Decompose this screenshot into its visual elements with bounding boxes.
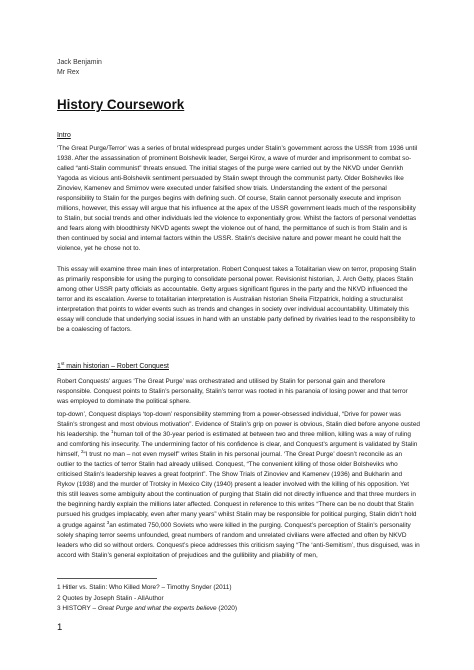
footnote-3 <box>57 604 237 615</box>
footnote-ref-1: 1 <box>111 429 114 435</box>
section-1-heading-ordinal: st <box>60 361 65 366</box>
footnote-3-number: 3 <box>57 605 61 612</box>
footnote-3-text-a: HISTORY – <box>62 605 98 612</box>
document-title: History Coursework <box>57 97 185 112</box>
section-1-heading-number: 1 <box>57 363 61 370</box>
footnote-2 <box>57 594 237 605</box>
section-1-paragraph-2-part-c: “I trust no man – not even myself” writes Stalin in his personal journal. ‘The Great Purge’ doesn’t reconcile as an outlier to the tactics of terror Stalin had already utilised. Conquest, “The convenient killing of those older Bolsheviks who criticised Stalin’s leadership leaves a great footprint”. The Show Trials of Zinoviev and Kamenev (1936) and Bukharin and Rykov (1938) and the murder of Trotsky in Mexico City (1940) present a leader involved with the killing of his opposition. Yet this still leaves some ambiguity about the continuation of purging that Stalin did not directly influence and that three murders in the beginning hardly explain the millions later affected. Conquest in reference to this writes “There can be no doubt that Stalin pursued his grudges implacably, even after many years” whilst Stalin may be responsible for political purging, Stalin didn’t hold a grudge against <box>57 451 417 529</box>
author-name: Jack Benjamin <box>57 59 102 66</box>
intro-paragraph-1: ‘The Great Purge/Terror’ was a series of brutal widespread purges under Stalin’s government across the USSR from 1936 until 1938. After the assassination of prominent Bolshevik leader, Sergei Kirov, a wave of murder and imprisonment to combat so-called “anti-Stalin communist” threats ensued. The initial stages of the purge were carried out by the NKVD under Genrikh Yagoda as vicious anti-Bolshevik sentiment persuaded by Stalin swept through the communist party. Older Bolsheviks like Zinoviev, Kamenev and Smirnov were executed under falsified show trials. Understanding the extent of the personal responsibility to Stalin for the purges begins with defining such. Of course, Stalin cannot personally execute and imprison millions, however, this essay will argue that his influence at the apex of the USSR government leads much of the responsibility to Stalin, but social trends and other individuals led the violence to exponentially grow. Whilst the factors of personal vendettas and fears along with bloodthirsty NKVD agents swept the violence out of hand, the permittance of such is from Stalin and is then continued by social and internal factors within the USSR. Stalin’s decisive nature and power meant he could halt the violence, yet he chose not to. <box>57 145 418 253</box>
section-1-paragraph-2-part-b: human toll of the 30-year period is estimated at between two and three million, killing was a way of ruling and comforting his insecurity. The undermining factor of his confidence is clear, and Conquest’s argument is validated by Stalin himself, <box>57 431 418 459</box>
footnote-ref-2: 2 <box>80 449 84 455</box>
footnote-1-text: Hitler vs. Stalin: Who Killed More? – Timothy Snyder (2011) <box>62 584 232 591</box>
footnote-3-text-b: (2020) <box>216 605 238 612</box>
document-header <box>57 58 102 78</box>
footnotes <box>57 583 237 615</box>
footnote-2-number: 2 <box>57 594 61 602</box>
page-number: 1 <box>57 622 63 633</box>
footnote-divider <box>57 578 157 579</box>
section-1-paragraph-2-part-d: an estimated 750,000 Soviets who were killed in the purging. Conquest’s perception of Stalin’s personality solely shaping terror seems unfounded, great numbers of random and unrelated civilians were affected and often by NKVD leaders who did so without orders. Conquest’s piece addresses this criticism saying “The ‘anti-Semitism’, thus disguised, was in accord with Stalin’s general exploitation of prejudices and the gullibility and pliability of men, <box>57 521 420 559</box>
section-1-heading <box>57 363 169 370</box>
footnote-ref-3: 3 <box>106 519 110 525</box>
section-1-heading-text: main historian – Robert Conquest <box>64 363 169 370</box>
intro-paragraph-2: This essay will examine three main lines of interpretation. Robert Conquest takes a Totalitarian view on terror, proposing Stalin as primarily responsible for using the purging to consolidate personal power. Revisionist historian, J. Arch Getty, places Stalin among other USSR party officials as accountable. Getty argues significant figures in the party and the NKVD influenced the terror and its escalation. Averse to totalitarian interpretation is Australian historian Sheila Fitzpatrick, holding a structuralist interpretation that points to wider events such as trends and changes in society over individual accountability. Ultimately this essay will conclude that underlying social issues in hand with an unstable party defined by rivalries lead to the responsibility to be a coalescing of factors. <box>57 266 417 334</box>
footnote-1 <box>57 583 237 594</box>
intro-heading: Intro <box>57 132 71 139</box>
teacher-name: Mr Rex <box>57 69 80 76</box>
section-1-paragraph-1: Robert Conquests’ argues ‘The Great Purge’ was orchestrated and utilised by Stalin for personal gain and therefore responsible. Conquest points to Stalin’s personality, Stalin’s terror was rooted in his paranoia of losing power and that terror was employed to dominate the political sphere. <box>57 378 408 406</box>
section-1-paragraph-2 <box>57 410 420 561</box>
footnote-2-text: Quotes by Joseph Stalin - AllAuthor <box>62 594 164 602</box>
footnote-1-number: 1 <box>57 584 61 591</box>
section-1-paragraph-2-part-a: top-down’, Conquest displays ‘top-down’ responsibility stemming from a power-obsessed individual, “Drive for power was Stalin’s strongest and most obvious motivation”. Evidence of Stalin’s grip on power is obvious, Stalin died before anyone ousted his leadership. the <box>57 411 420 439</box>
footnote-3-title: Great Purge and what the experts believe <box>97 605 217 612</box>
